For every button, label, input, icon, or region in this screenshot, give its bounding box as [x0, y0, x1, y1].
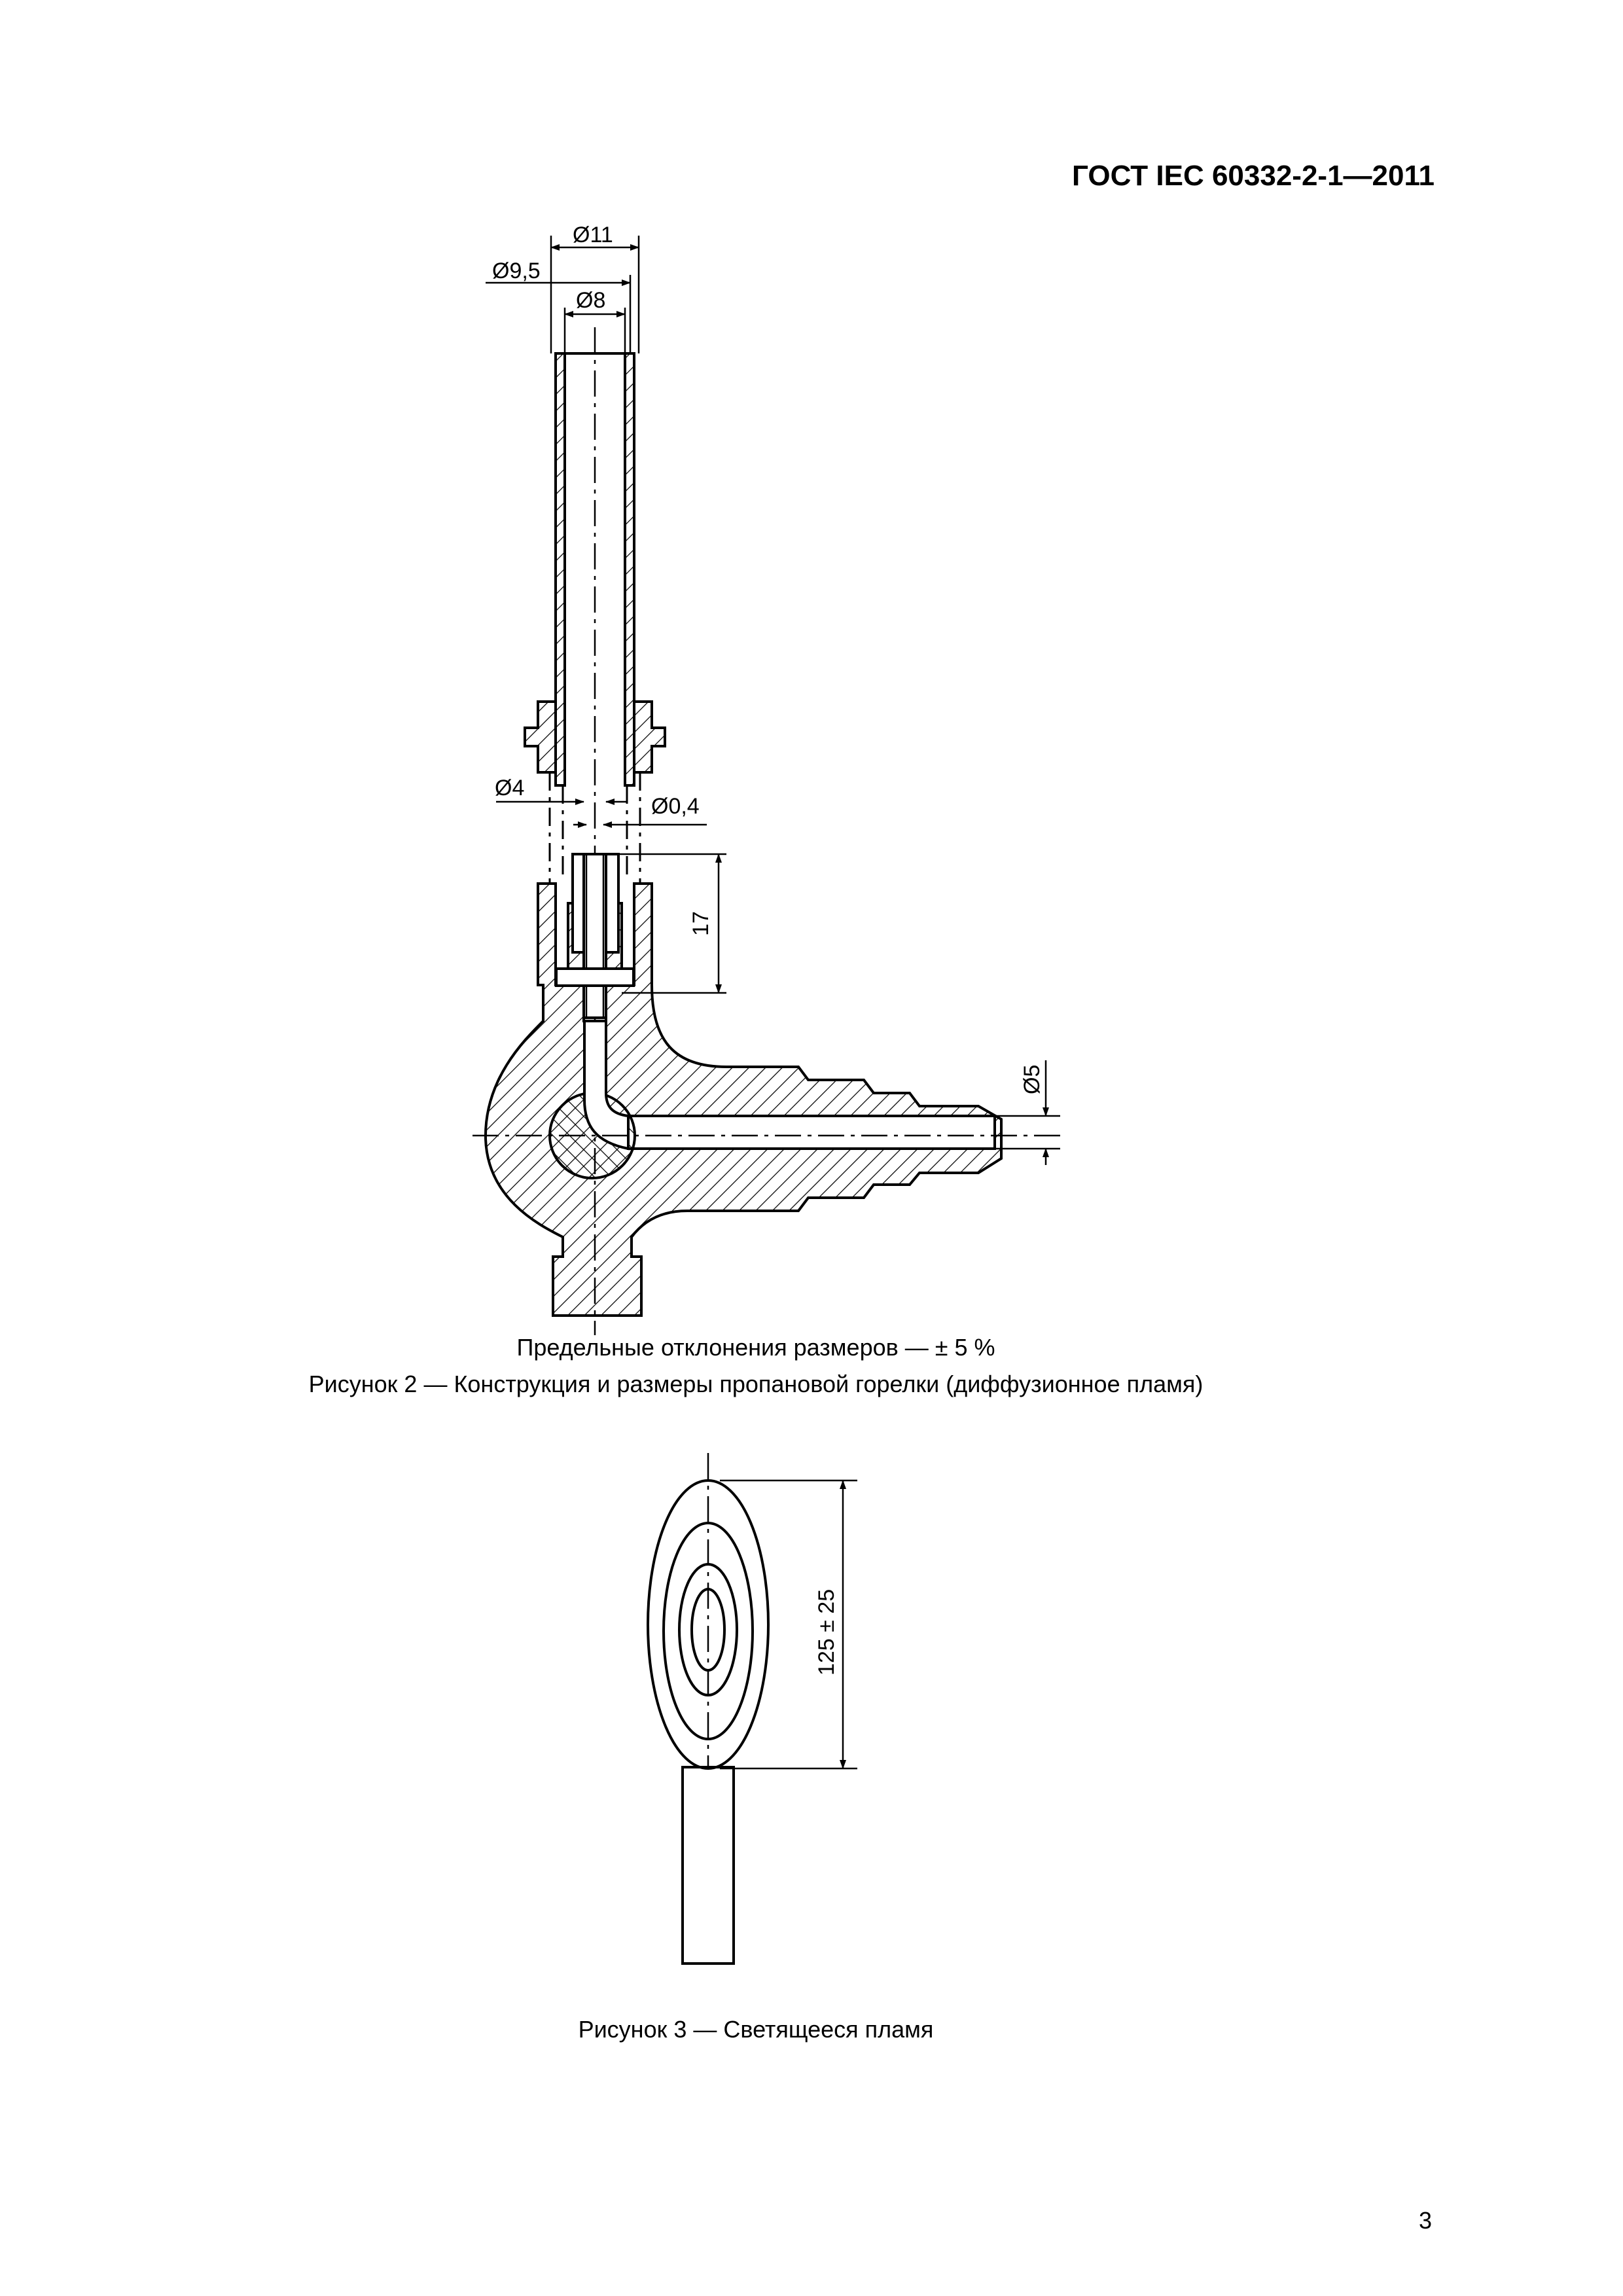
dim-d5: Ø5: [1020, 1064, 1044, 1094]
page-number: 3: [1418, 2207, 1432, 2234]
burner-body: [486, 884, 1001, 1316]
tube-wall-right: [625, 353, 634, 785]
figure2-caption: Рисунок 2 — Конструкция и размеры пропановой горелки (диффузионное пламя): [308, 1371, 1204, 1397]
dim-d0-4: Ø0,4: [651, 794, 700, 819]
figure2-tolerance-note: Предельные отклонения размеров — ± 5 %: [516, 1334, 995, 1361]
dim-d9-5: Ø9,5: [492, 259, 541, 283]
figure3-caption: Рисунок 3 — Светящееся пламя: [578, 2016, 934, 2043]
burner-tube: [683, 1767, 734, 1964]
collar-left: [525, 702, 556, 772]
page-header-standard: ГОСТ IEC 60332-2-1—2011: [1072, 160, 1435, 192]
dim-d4: Ø4: [495, 776, 525, 800]
dim-len17: 17: [688, 911, 713, 936]
collar-right: [634, 702, 665, 772]
figure2-burner-drawing: [473, 327, 1060, 1335]
dim-flame-height: 125 ± 25: [814, 1588, 839, 1676]
dim-d11: Ø11: [573, 223, 613, 247]
figure3-flame-drawing: [648, 1453, 768, 1964]
dim-d8: Ø8: [576, 288, 606, 313]
tube-wall-left: [556, 353, 565, 785]
